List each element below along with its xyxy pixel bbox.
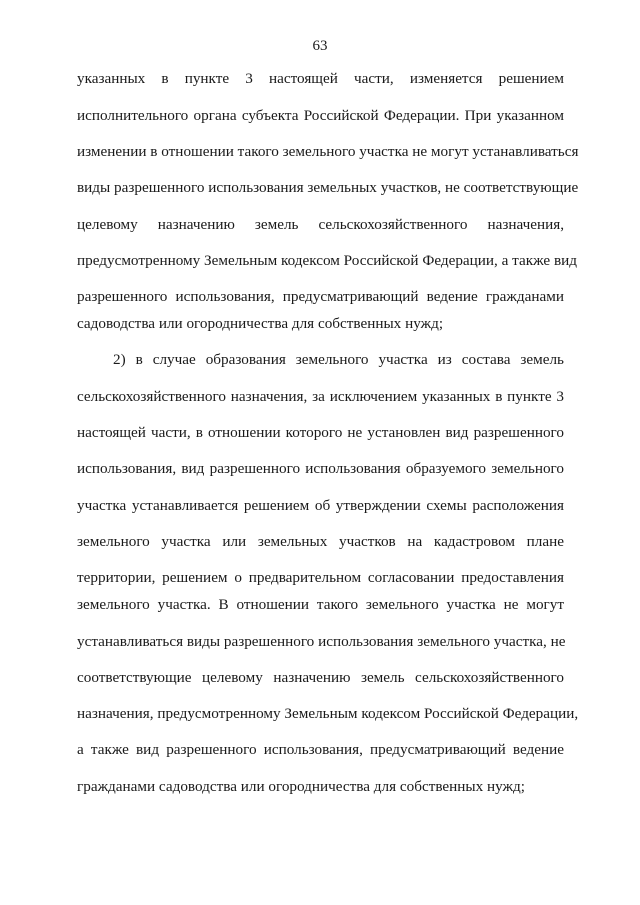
text-line: гражданами садоводства или огородничества для собственных нужд; xyxy=(77,778,525,795)
text-line: использования, вид разрешенного использования образуемого земельного xyxy=(77,460,564,477)
text-line: садоводства или огородничества для собственных нужд; xyxy=(77,315,444,332)
text-line: устанавливаться виды разрешенного использования земельного участка, не xyxy=(77,633,566,650)
text-line: настоящей части, в отношении которого не установлен вид разрешенного xyxy=(77,424,564,441)
text-line: 2) в случае образования земельного участка из состава земель xyxy=(113,351,564,368)
text-line: изменении в отношении такого земельного участка не могут устанавливаться xyxy=(77,143,579,160)
text-line: целевому назначению земель сельскохозяйственного назначения, xyxy=(77,216,564,233)
text-line: предусмотренному Земельным кодексом Российской Федерации, а также вид xyxy=(77,252,577,269)
text-line: исполнительного органа субъекта Российской Федерации. При указанном xyxy=(77,107,564,124)
text-line: назначения, предусмотренному Земельным кодексом Российской Федерации, xyxy=(77,705,579,722)
text-line: виды разрешенного использования земельных участков, не соответствующие xyxy=(77,179,579,196)
text-line: территории, решением о предварительном согласовании предоставления xyxy=(77,569,564,586)
text-line: сельскохозяйственного назначения, за исключением указанных в пункте 3 xyxy=(77,388,564,405)
page-number: 63 xyxy=(312,38,328,54)
text-line: соответствующие целевому назначению земель сельскохозяйственного xyxy=(77,669,564,686)
text-line: земельного участка. В отношении такого земельного участка не могут xyxy=(77,596,564,613)
text-line: земельного участка или земельных участков на кадастровом плане xyxy=(77,533,564,550)
text-line: а также вид разрешенного использования, предусматривающий ведение xyxy=(77,741,564,758)
text-line: разрешенного использования, предусматривающий ведение гражданами xyxy=(77,288,564,305)
text-line: указанных в пункте 3 настоящей части, изменяется решением xyxy=(77,70,564,87)
text-line: участка устанавливается решением об утверждении схемы расположения xyxy=(77,497,564,514)
